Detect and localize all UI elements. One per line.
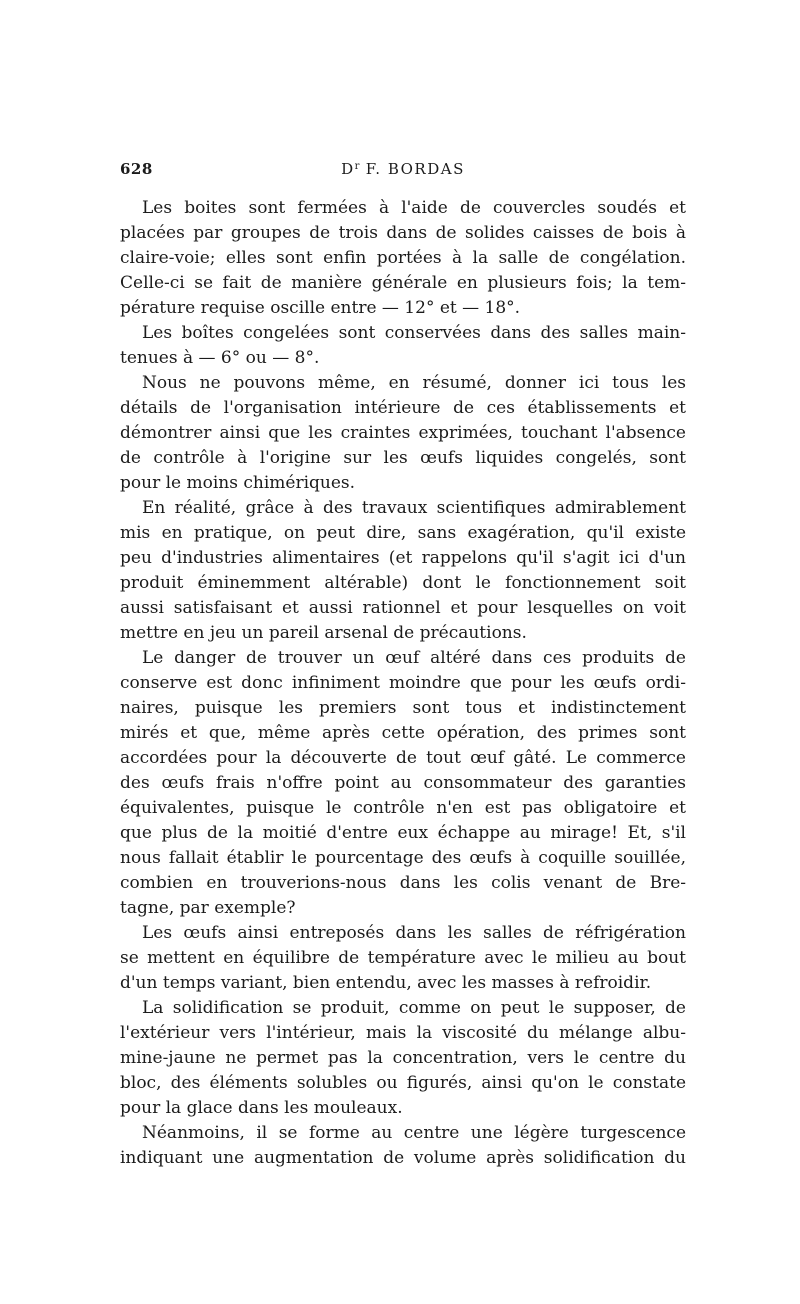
text-line: En réalité, grâce à des travaux scientifiques admirablement [142,498,686,518]
text-line: peu d'industries alimentaires (et rappelons qu'il s'agit ici d'un [120,548,686,568]
text-line: des œufs frais n'offre point au consommateur des garanties [120,773,686,793]
text-line: tenues à — 6° ou — 8°. [120,348,320,368]
text-line: tagne, par exemple? [120,898,296,918]
text-line: bloc, des éléments solubles ou figurés, ainsi qu'on le constate [120,1073,686,1093]
text-line: Néanmoins, il se forme au centre une légère turgescence [142,1123,686,1143]
author-name: F. BORDAS [365,160,465,178]
author-prefix-superscript: r [354,161,360,172]
text-line: pour la glace dans les mouleaux. [120,1098,403,1118]
text-line: Les œufs ainsi entreposés dans les salles de réfrigération [142,923,686,943]
text-line: d'un temps variant, bien entendu, avec les masses à refroidir. [120,973,652,993]
text-line: mis en pratique, on peut dire, sans exagération, qu'il existe [120,523,686,543]
text-line: mine-jaune ne permet pas la concentration, vers le centre du [120,1048,686,1068]
text-line: accordées pour la découverte de tout œuf gâté. Le commerce [120,748,686,768]
text-line: l'extérieur vers l'intérieur, mais la viscosité du mélange albu- [120,1023,686,1043]
text-line: se mettent en équilibre de température avec le milieu au bout [120,948,686,968]
text-line: démontrer ainsi que les craintes exprimées, touchant l'absence [120,423,686,443]
text-line: Les boîtes congelées sont conservées dans des salles main- [142,323,686,343]
text-line: La solidification se produit, comme on peut le supposer, de [142,998,686,1018]
author-prefix: D [341,160,355,178]
text-line: détails de l'organisation intérieure de ces établissements et [120,398,686,418]
text-line: conserve est donc infiniment moindre que pour les œufs ordi- [120,673,686,693]
text-line: indiquant une augmentation de volume après solidification du [120,1148,686,1168]
text-line: nous fallait établir le pourcentage des œufs à coquille souillée, [120,848,686,868]
text-line: pour le moins chimériques. [120,473,356,493]
text-line: aussi satisfaisant et aussi rationnel et pour lesquelles on voit [120,598,686,618]
running-title [120,160,686,178]
text-line: que plus de la moitié d'entre eux échappe au mirage! Et, s'il [120,823,686,843]
text-line: Nous ne pouvons même, en résumé, donner ici tous les [142,373,686,393]
text-line: pérature requise oscille entre — 12° et — 18°. [120,298,521,318]
text-line: de contrôle à l'origine sur les œufs liquides congelés, sont [120,448,686,468]
text-line: équivalentes, puisque le contrôle n'en est pas obligatoire et [120,798,686,818]
text-line: claire-voie; elles sont enfin portées à la salle de congélation. [120,248,686,268]
text-line: Celle-ci se fait de manière générale en plusieurs fois; la tem- [120,273,686,293]
text-line: Le danger de trouver un œuf altéré dans ces produits de [142,648,686,668]
text-line: produit éminemment altérable) dont le fonctionnement soit [120,573,686,593]
text-line: naires, puisque les premiers sont tous et indistinctement [120,698,686,718]
text-line: Les boites sont fermées à l'aide de couvercles soudés et [142,198,686,218]
text-line: combien en trouverions-nous dans les colis venant de Bre- [120,873,686,893]
page-number: 628 [120,160,153,178]
running-head [120,160,686,184]
text-line: mirés et que, même après cette opération, des primes sont [120,723,686,743]
text-line: placées par groupes de trois dans de solides caisses de bois à [120,223,686,243]
body-text [120,196,686,1171]
text-line: mettre en jeu un pareil arsenal de précautions. [120,623,527,643]
